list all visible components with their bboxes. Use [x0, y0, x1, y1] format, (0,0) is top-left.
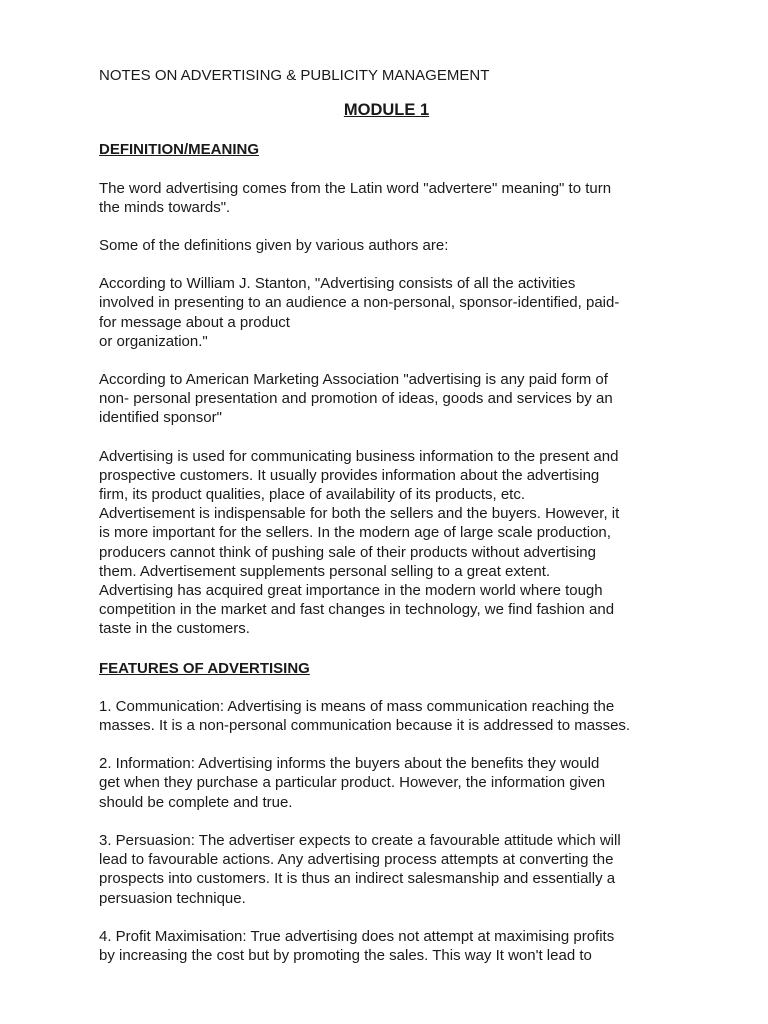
feature-paragraph-4: 4. Profit Maximisation: True advertising does not attempt at maximising profits by increasing the cost but by promoting the sales. This way It won't lead to [99, 927, 615, 964]
section-heading-definition: DEFINITION/MEANING [99, 141, 259, 159]
definition-paragraph-5: Advertising is used for communicating business information to the present and prospective customers. It usually provides information about the advertising firm, its product qualities, place of availability of its products, etc. Advertisement is indispensable for both the sellers and the buyers. However, it is more important for the sellers. In the modern age of large scale production, producers cannot think of pushing sale of their products without advertising them. Advertisement supplements personal selling to a great extent. Advertising has acquired great importance in the modern world where tough competition in the market and fast changes in technology, we find fashion and taste in the customers. [99, 447, 620, 638]
document-title: NOTES ON ADVERTISING & PUBLICITY MANAGEMENT [99, 67, 490, 84]
definition-paragraph-1: The word advertising comes from the Latin word "advertere" meaning" to turn the minds towards". [99, 179, 612, 216]
definition-paragraph-2: Some of the definitions given by various authors are: [99, 237, 449, 255]
feature-paragraph-1: 1. Communication: Advertising is means of mass communication reaching the masses. It is a non-personal communication because it is addressed to masses. [99, 697, 631, 735]
feature-paragraph-3: 3. Persuasion: The advertiser expects to create a favourable attitude which will lead to favourable actions. Any advertising process attempts at converting the prospects into customers. It is thus an indirect salesmanship and essentially a persuasion technique. [99, 831, 621, 907]
feature-paragraph-2: 2. Information: Advertising informs the buyers about the benefits they would get when they purchase a particular product. However, the information given should be complete and true. [99, 755, 606, 811]
definition-paragraph-3: According to William J. Stanton, "Advertising consists of all the activities involved in presenting to an audience a non-personal, sponsor-identified, paid- for message about a product or organization." [99, 275, 620, 350]
definition-paragraph-4: According to American Marketing Association "advertising is any paid form of non- personal presentation and promotion of ideas, goods and services by an identified sponsor" [99, 371, 613, 427]
section-heading-features: FEATURES OF ADVERTISING [99, 659, 310, 677]
module-heading: MODULE 1 [343, 101, 430, 120]
document-page [99, 60, 674, 965]
